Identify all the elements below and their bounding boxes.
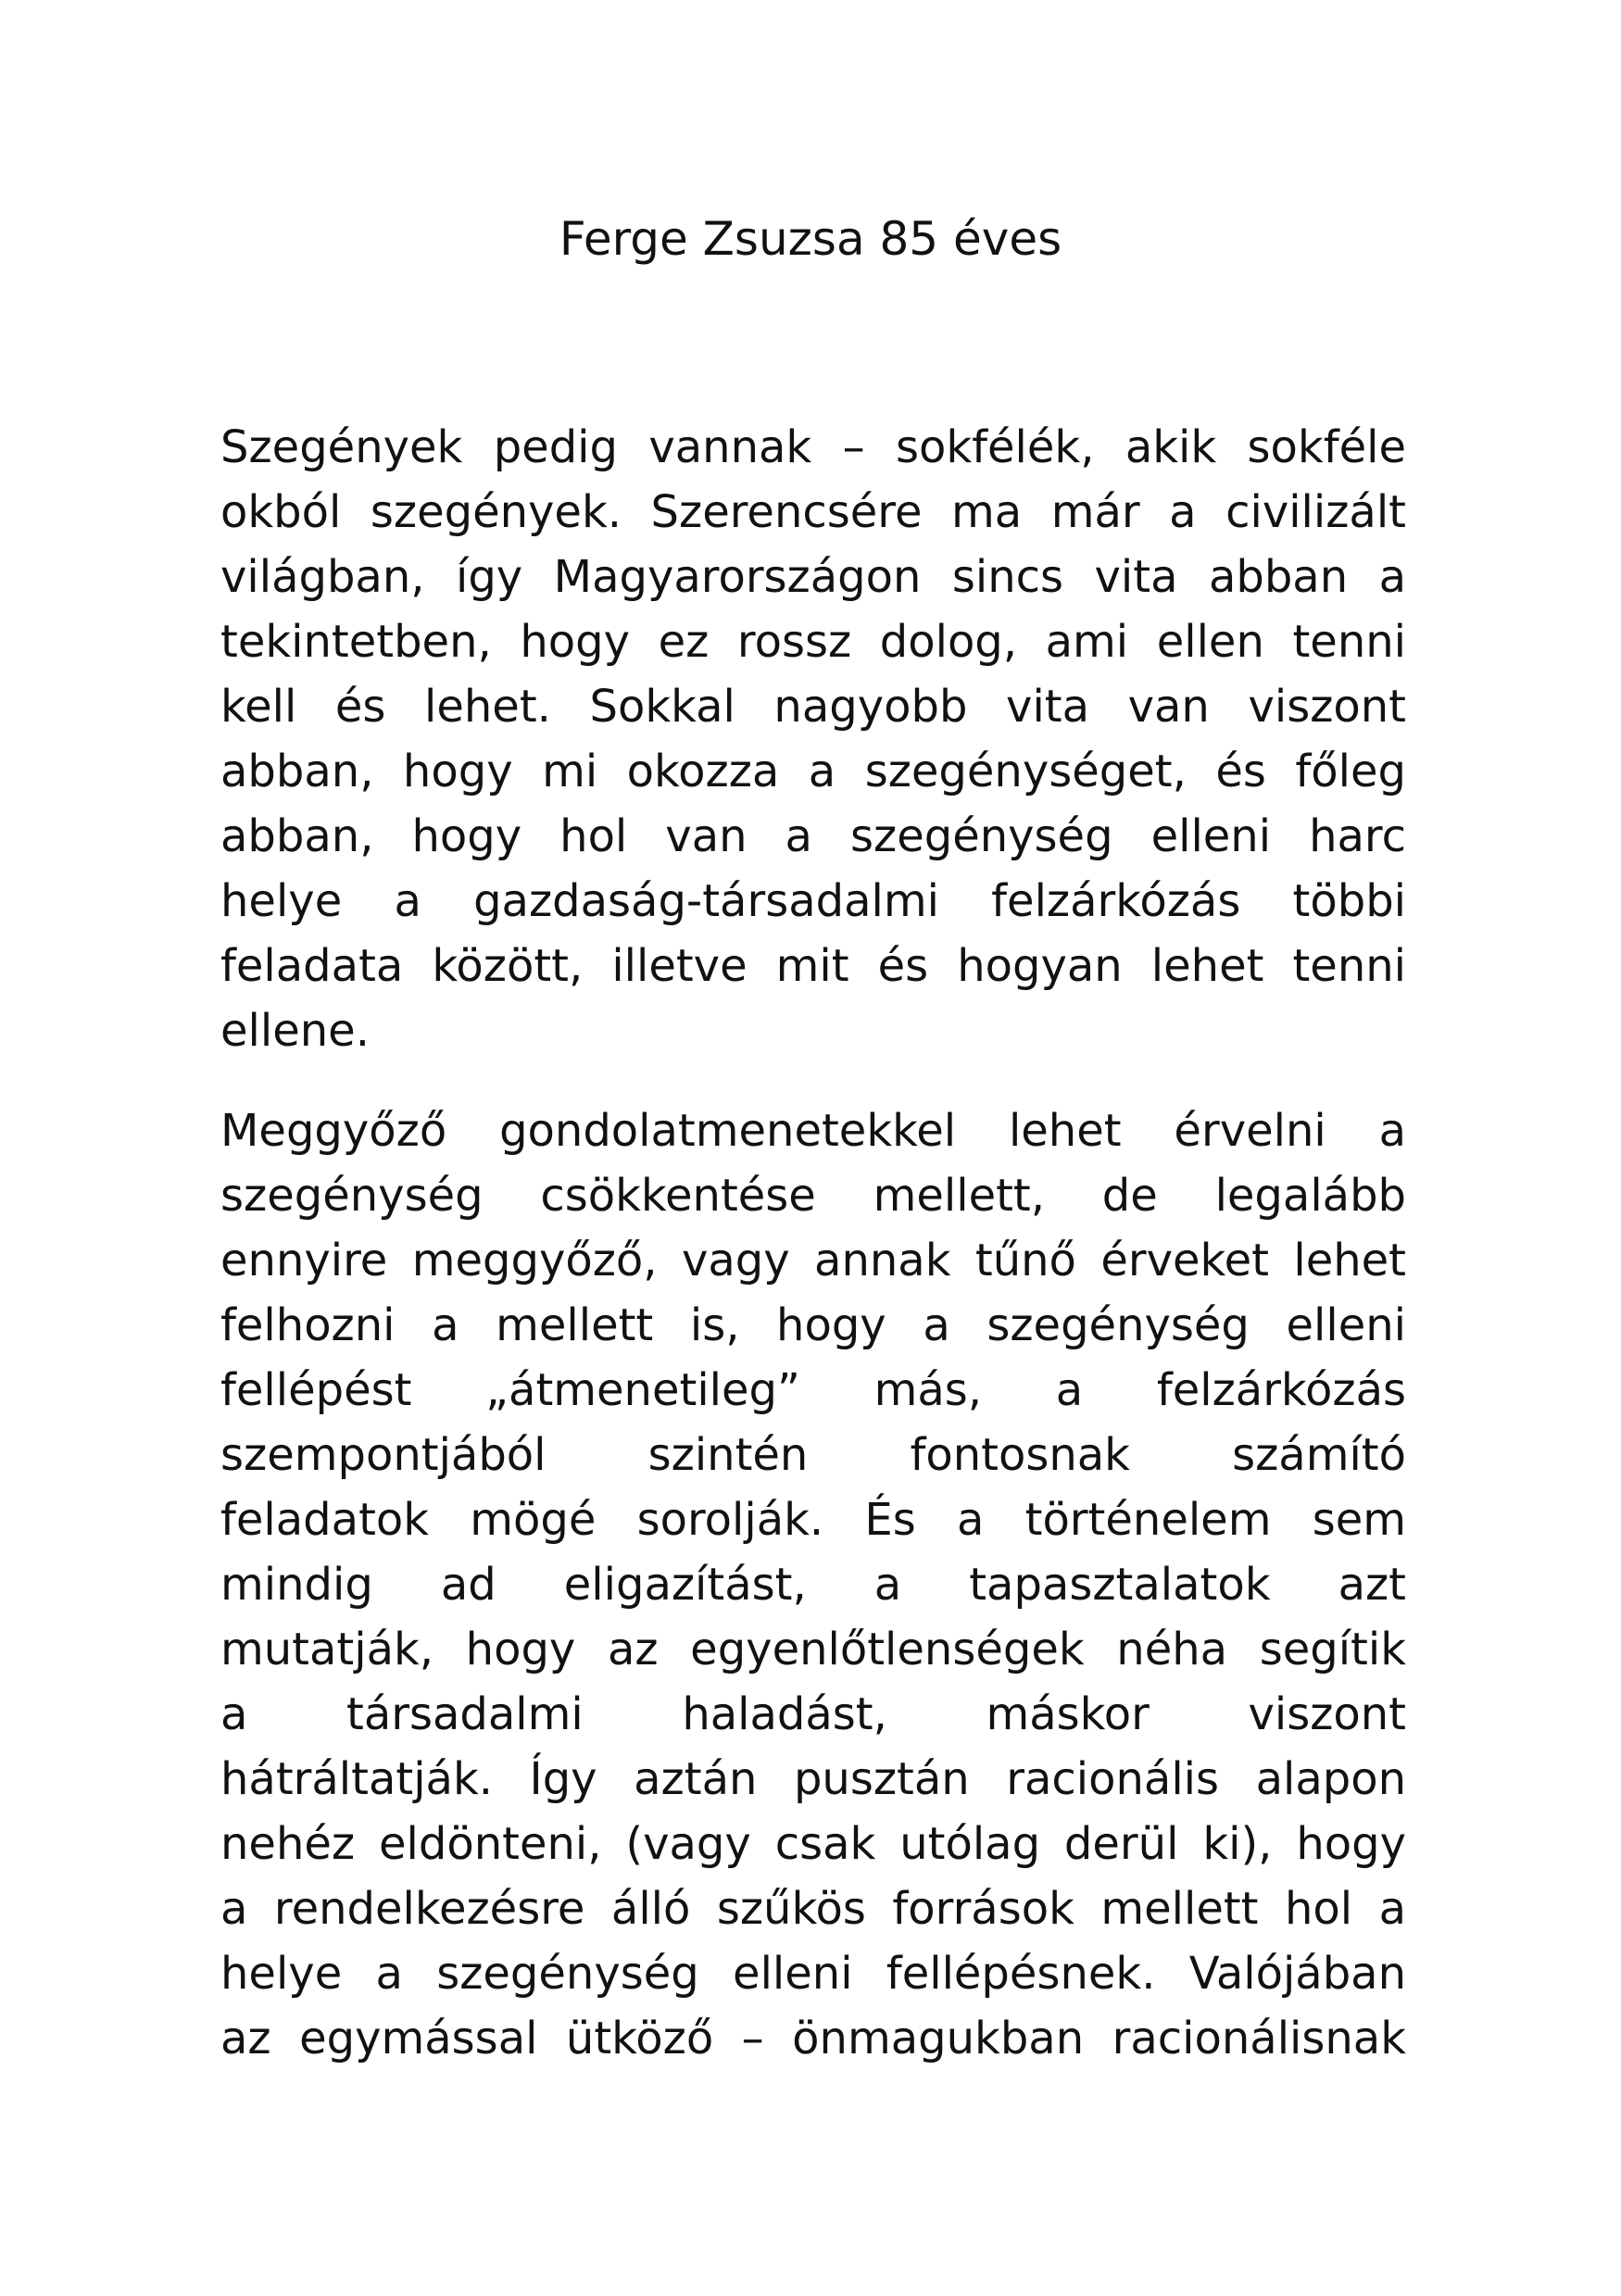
text-line: okból szegények. Szerencsére ma már a civilizált <box>220 486 1406 538</box>
text-line: tekintetben, hogy ez rossz dolog, ami ellen tenni <box>220 616 1406 668</box>
text-line: Szegények pedig vannak – sokfélék, akik sokféle <box>220 421 1406 473</box>
text-line: abban, hogy mi okozza a szegénységet, és főleg <box>220 746 1406 797</box>
text-line: a társadalmi haladást, máskor viszont <box>220 1688 1406 1740</box>
text-line: Meggyőző gondolatmenetekkel lehet érvelni a <box>220 1105 1406 1157</box>
paragraph-1 <box>220 415 1406 1063</box>
text-line: fellépést „átmenetileg” más, a felzárkózás <box>220 1364 1406 1416</box>
text-line: helye a gazdaság-társadalmi felzárkózás többi <box>220 875 1406 927</box>
paragraph-2 <box>220 1098 1406 2071</box>
text-line: világban, így Magyarországon sincs vita abban a <box>220 551 1406 603</box>
text-line: helye a szegénység elleni fellépésnek. Valójában <box>220 1948 1406 2000</box>
text-line: feladatok mögé sorolják. És a történelem sem <box>220 1494 1406 1546</box>
text-line: kell és lehet. Sokkal nagyobb vita van viszont <box>220 681 1406 733</box>
text-line: felhozni a mellett is, hogy a szegénység elleni <box>220 1299 1406 1351</box>
text-line: mindig ad eligazítást, a tapasztalatok azt <box>220 1559 1406 1611</box>
text-line: nehéz eldönteni, (vagy csak utólag derül ki), hogy <box>220 1818 1406 1870</box>
text-line: mutatják, hogy az egyenlőtlenségek néha segítik <box>220 1624 1406 1675</box>
text-line: ellene. <box>220 1005 370 1057</box>
text-line: hátráltatják. Így aztán pusztán racionális alapon <box>220 1753 1406 1805</box>
text-line: a rendelkezésre álló szűkös források mellett hol a <box>220 1883 1406 1935</box>
text-line: ennyire meggyőző, vagy annak tűnő érveket lehet <box>220 1235 1406 1286</box>
text-line: feladata között, illetve mit és hogyan lehet tenni <box>220 940 1406 992</box>
text-line: abban, hogy hol van a szegénység elleni harc <box>220 810 1406 862</box>
document-body <box>220 415 1406 2071</box>
text-line: az egymással ütköző – önmagukban racionálisnak <box>220 2013 1406 2064</box>
text-line: szempontjából szintén fontosnak számító <box>220 1429 1406 1481</box>
text-line: szegénység csökkentése mellett, de legalább <box>220 1170 1406 1222</box>
document-title: Ferge Zsuzsa 85 éves <box>559 212 1062 266</box>
